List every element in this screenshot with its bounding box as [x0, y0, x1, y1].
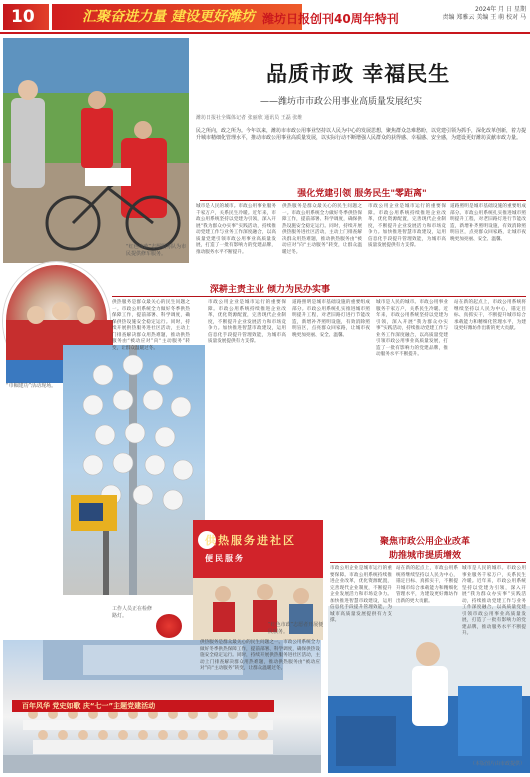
- article-byline: 潍坊日报社全媒体记者 张丽欣 通讯员 王磊 张维: [196, 115, 303, 121]
- article-lead: 民之所向，政之所为。今年以来，潍坊市市政公用事业坚持以人民为中心的发展思想，聚焦群众急难愁盼，以党建引领为抓手，深化改革创新，着力提升城市精细化管理水平，推动市政公用事业高质量发展，以实际行动不断增强人民群众的获得感、幸福感、安全感，为建设更好潍坊贡献市政力量。: [196, 128, 527, 141]
- photo-bike-repair: [3, 38, 189, 263]
- section-rule-3: [330, 562, 526, 563]
- section-heading-upgrade: 助推城市提质增效: [388, 551, 461, 561]
- masthead-divider: [0, 32, 530, 34]
- party-event-banner: 百年风华 党史如歌 庆“七一”主题党建活动: [12, 700, 274, 712]
- bike-repair-illustration: [3, 38, 189, 263]
- caption-volunteers: “巾帼建功”活动现场。: [6, 383, 57, 389]
- masthead-meta: [406, 6, 526, 22]
- masthead-banner: 汇聚奋进力量 建设更好潍坊: [52, 4, 302, 30]
- body-column-10: 市政公用企业是城市运行的重要保障。市政公用系统持续推进企业改革，优化资源配置，完善现代企业制度，不断提升企业发展活力和市场竞争力。加快推进智慧市政建设，运用信息化手段提升管理效能，为城市高质量发展提供有力支撑。: [330, 566, 392, 623]
- body-column-4: 道路照明是城市基础设施的重要组成部分。市政公用系统扎实推进城市照明提升工程，对老旧路灯进行节能改造，新增补齐照明设施，有效消除照明盲区，点亮群众回家路，让城市夜晚更加亮丽、安全、温馨。: [450, 204, 526, 242]
- section-rule-2: [112, 296, 526, 297]
- body-column-8: 城市是人民的城市。市政公用事业服务千家万户，关系民生冷暖。近年来，市政公用系统坚持以党建为引领，深入开展“我为群众办实事”实践活动，持续推动党建工作与业务工作深度融合，以高质量党建引领市政公用事业高质量发展，打造了一批有影响力的党建品牌，推动服务水平不断提升。: [376, 300, 448, 357]
- section-heading-duty: 深耕主责主业 倾力为民办实事: [209, 285, 331, 295]
- article-title: 品质市政 幸福民生: [266, 61, 451, 86]
- body-column-2: 供热服务是群众最关心的民生问题之一。市政公用系统全力做好冬季供热保障工作，提前部署、科学调度，确保供热设施安全稳定运行。同时，持续开展供热服务进社区活动，主动上门排查解决群众用热难题，推动供热服务由“被动应对”向“主动服务”转变，让群众温暖过冬。: [282, 204, 362, 255]
- photo-credit: （本版图片由市政提供）: [470, 761, 526, 767]
- special-issue-label: 潍坊日报创刊40周年特刊: [262, 12, 399, 26]
- page-number: 10: [3, 4, 49, 30]
- masthead-editors: 责编 郑雅云 美编 王 萌 校对 马: [442, 14, 526, 21]
- caption-bike-repair: “红色市政”志愿服务队为市民提供修车服务。: [126, 244, 187, 257]
- body-column-9: 站在新的起点上，市政公用系统将继续坚持以人民为中心，锚定目标、真抓实干，不断提升城市综合承载能力和精细化管理水平，为建设更好潍坊作出新的更大贡献。: [454, 300, 526, 331]
- masthead-date: 2024年 月 日 星期: [475, 6, 526, 13]
- body-column-6: 市政公用企业是城市运行的重要保障。市政公用系统持续推进企业改革，优化资源配置，完善现代企业制度，不断提升企业发展活力和市场竞争力。加快推进智慧市政建设，运用信息化手段提升管理效能，为城市高质量发展提供有力支撑。: [208, 300, 286, 344]
- body-column-5: 供热服务是群众最关心的民生问题之一。市政公用系统全力做好冬季供热保障工作，提前部署、科学调度，确保供热设施安全稳定运行。同时，持续开展供热服务进社区活动，主动上门排查解决群众用热难题，推动供热服务由“被动应对”向“主动服务”转变，让群众温暖过冬。: [112, 300, 190, 351]
- body-column-12: 城市是人民的城市。市政公用事业服务千家万户，关系民生冷暖。近年来，市政公用系统坚持以党建为引领，深入开展“我为群众办实事”实践活动，持续推动党建工作与业务工作深度融合，以高质量党建引领市政公用事业高质量发展，打造了一批有影响力的党建品牌，推动服务水平不断提升。: [462, 566, 526, 636]
- photo-water-worker: [328, 606, 530, 773]
- party-flag-icon: [156, 614, 182, 638]
- masthead: [0, 0, 530, 34]
- caption-lamp-repair: 工作人员正在检修路灯。: [112, 606, 153, 619]
- body-column-13: 供热服务是群众最关心的民生问题之一。市政公用系统全力做好冬季供热保障工作，提前部署、科学调度，确保供热设施安全稳定运行。同时，持续开展供热服务进社区活动，主动上门排查解决群众用热难题，推动供热服务由“被动应对”向“主动服务”转变，让群众温暖过冬。: [200, 640, 320, 671]
- caption-heating-service: “红色市政”志愿者开展便民服务。: [268, 622, 324, 635]
- body-column-3: 市政公用企业是城市运行的重要保障。市政公用系统持续推进企业改革，优化资源配置，完善现代企业制度，不断提升企业发展活力和市场竞争力。加快推进智慧市政建设，运用信息化手段提升管理效能，为城市高质量发展提供有力支撑。: [368, 204, 446, 248]
- body-column-7: 道路照明是城市基础设施的重要组成部分。市政公用系统扎实推进城市照明提升工程，对老旧路灯进行节能改造，新增补齐照明设施，有效消除照明盲区，点亮群众回家路，让城市夜晚更加亮丽、安全、温馨。: [292, 300, 370, 338]
- section-heading-party: 强化党建引领 服务民生"零距离": [297, 189, 427, 199]
- body-column-11: 站在新的起点上，市政公用系统将继续坚持以人民为中心，锚定目标、真抓实干，不断提升城市综合承载能力和精细化管理水平，为建设更好潍坊作出新的更大贡献。: [396, 566, 458, 604]
- article-subtitle: ——潍坊市市政公用事业高质量发展纪实: [260, 97, 423, 107]
- section-heading-reform: 聚焦市政公用企业改革: [379, 537, 470, 547]
- body-column-1: 城市是人民的城市。市政公用事业服务千家万户，关系民生冷暖。近年来，市政公用系统坚持以党建为引领，深入开展“我为群众办实事”实践活动，持续推动党建工作与业务工作深度融合，以高质量党建引领市政公用事业高质量发展，打造了一批有影响力的党建品牌，推动服务水平不断提升。: [196, 204, 276, 255]
- water-worker-illustration: [328, 606, 530, 773]
- section-rule-1: [200, 200, 526, 201]
- service-banner-title: 供热服务进社区: [205, 534, 296, 547]
- service-banner-subtitle: 便民服务: [205, 554, 245, 563]
